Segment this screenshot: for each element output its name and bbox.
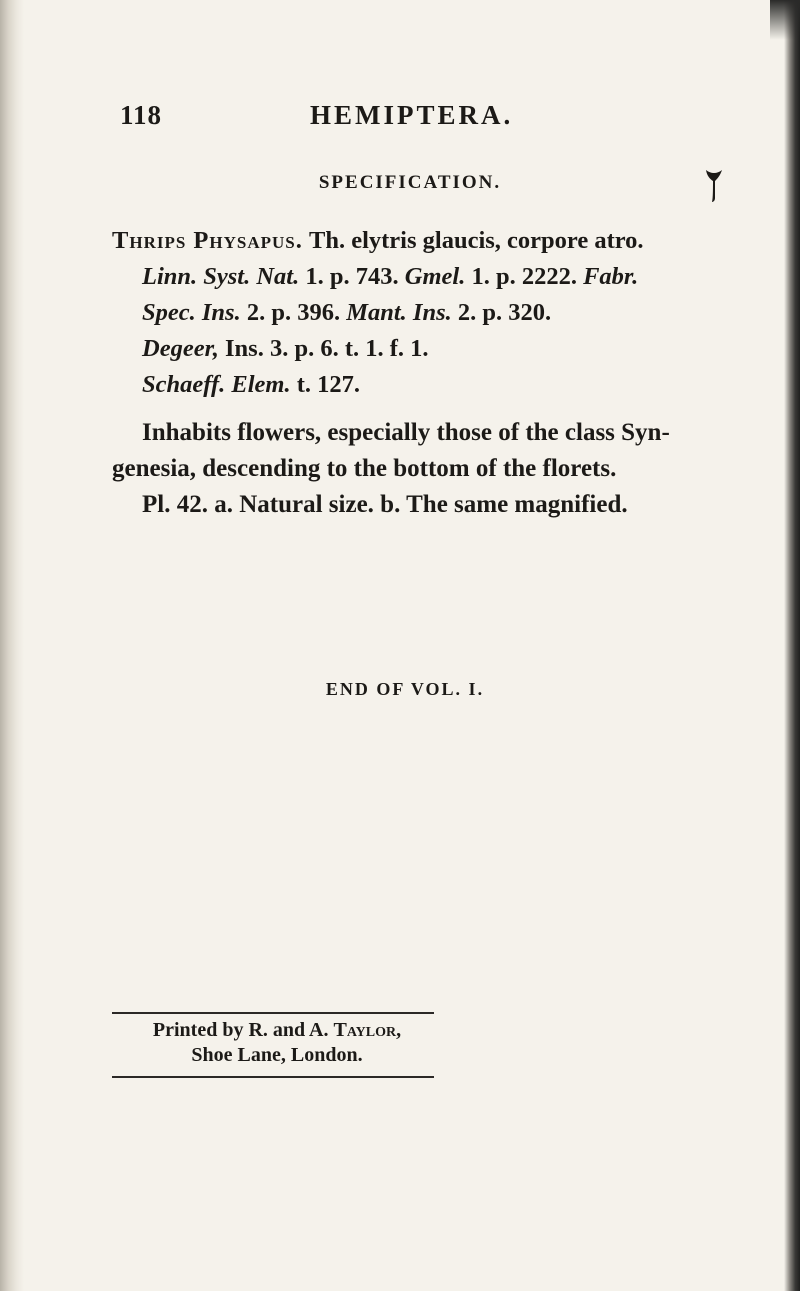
species-entry: [112, 223, 732, 403]
habitat-text: Inhabits flowers, especially those of the class Syn-: [142, 419, 670, 446]
end-of-volume: END OF VOL. I.: [325, 679, 485, 699]
reference-line: Degeer, Ins. 3. p. 6. t. 1. f. 1.: [142, 335, 429, 362]
reference-line: Spec. Ins. 2. p. 396. Mant. Ins. 2. p. 320.: [142, 299, 552, 326]
imprint-rule: [112, 1076, 434, 1078]
habitat-text: genesia, descending to the bottom of the florets.: [112, 455, 617, 482]
imprint-line: Shoe Lane, London.: [191, 1044, 363, 1066]
section-title: HEMIPTERA.: [310, 100, 514, 130]
imprint-rule: [112, 1012, 434, 1014]
species-diagnosis: Th. elytris glaucis, corpore atro.: [308, 227, 644, 254]
running-head: [120, 100, 640, 140]
page-edge-corner: [770, 0, 800, 40]
species-name: Thrips Physapus.: [112, 227, 303, 254]
imprint-line: Printed by R. and A. Taylor,: [152, 1019, 402, 1041]
entry-title-line: [112, 223, 732, 259]
flourish-icon: [703, 168, 725, 204]
reference-line: Schaeff. Elem. t. 127.: [142, 371, 361, 398]
species-description: [112, 415, 732, 523]
printer-imprint: [112, 1018, 442, 1068]
reference-line: Linn. Syst. Nat. 1. p. 743. Gmel. 1. p. 2222. Fabr.: [142, 263, 639, 290]
specification-heading: SPECIFICATION.: [318, 172, 502, 193]
plate-note: Pl. 42. a. Natural size. b. The same magnified.: [142, 491, 628, 518]
page-number: 118: [120, 100, 163, 130]
